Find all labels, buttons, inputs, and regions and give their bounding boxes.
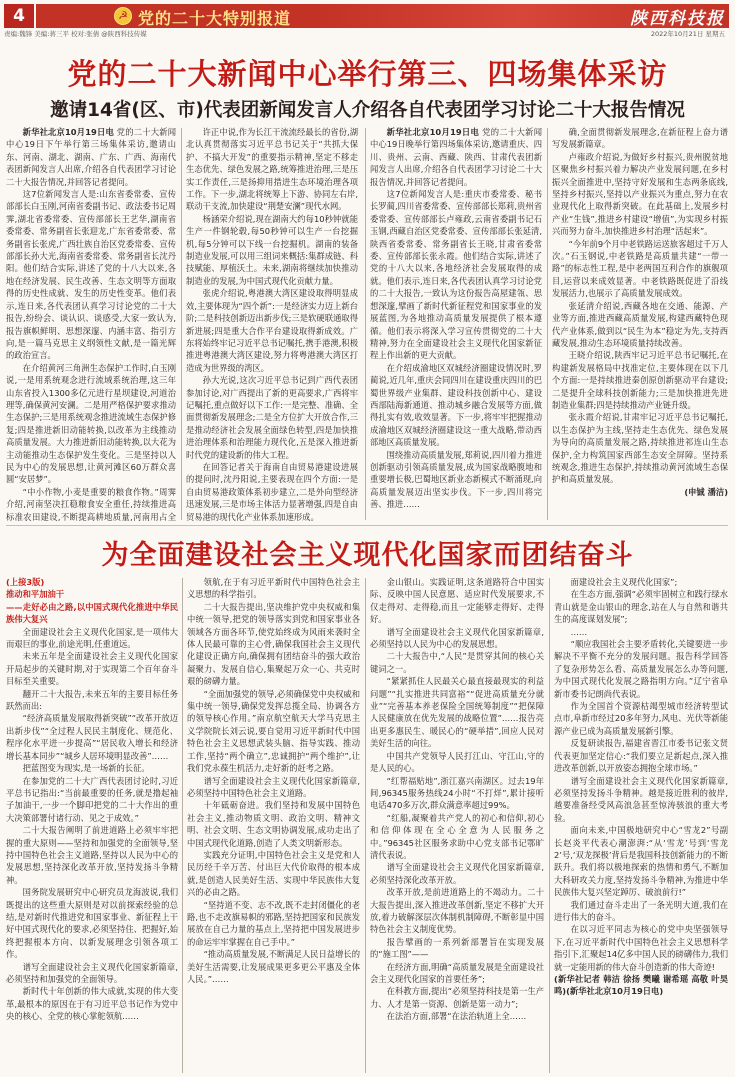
editors-line: 责编:魏锋 美编:蒋三平 校对:张倩 @陕西科技传媒 xyxy=(4,30,147,38)
article1-column-2 xyxy=(186,126,358,521)
section-subhead: (上接3版) xyxy=(6,577,45,587)
paragraph: 卢雍政介绍说,为做好乡村振兴,贵州脱贫地区聚焦乡村振兴着力解决产业发展问题,在乡村振兴全面推进中,坚持守好发展和生态两条底线,坚持乡村振兴,坚持以产业振兴为重点,努力在农业现代化上取得新突破。在此基础上,发展乡村产业“生钱”,推进乡村建设“增值”,为实现乡村振兴而努力奋斗,加快推进乡村治理“活起来”。 xyxy=(552,151,728,237)
article1-subheadline: 邀请14省(区、市)代表团新闻发言人介绍各自代表团学习讨论二十大报告情况 xyxy=(50,100,685,121)
article1-column-3 xyxy=(370,126,542,521)
article2-column-2 xyxy=(187,576,360,1074)
paragraph: “全面加强党的领导,必须确保党中央权威和集中统一领导,确保党发挥总揽全局、协调各方的领导核心作用。”南京航空航天大学马克思主义学院院长刘云说,要自觉用习近平新时代中国特色社会主义思想武装头脑、指导实践、推动工作,坚持“两个确立”,忠诚拥护“两个维护”,让我们党永葆生机活力,走好新的赶考之路。 xyxy=(187,688,360,774)
paragraph: 全面建设社会主义现代化国家,是一项伟大而艰巨的事业,前途光明,任重道远。 xyxy=(6,626,178,650)
paragraph: 改革开放,是前进道路上的不竭动力。二十大报告提出,深入推进改革创新,坚定不移扩大开放,着力破解深层次体制机制障碍,不断彰显中国特色社会主义制度优势。 xyxy=(370,887,544,935)
paragraph-text: 党的二十大新闻中心19日下午举行第三场集体采访,邀请山东、河南、湖北、湖南、广东、广西、海南代表团新闻发言人出席,介绍各自代表团学习讨论二十大报告情况,并回答记者提问。 xyxy=(6,127,176,187)
paragraph: …… xyxy=(570,626,588,637)
paragraph-text: 党的二十大新闻中心19日晚举行第四场集体采访,邀请重庆、四川、贵州、云南、西藏、陕西、甘肃代表团新闻发言人出席,介绍各自代表团学习讨论二十大报告情况,并回答记者提问。 xyxy=(370,127,542,187)
article2-column-3 xyxy=(370,576,544,1074)
section-subhead: 推动和平加油干 xyxy=(6,589,65,600)
paragraph: 王晓介绍说,陕西牢记习近平总书记嘱托,在构建新发展格局中找准定位,主要体现在以下几个方面:一是持续推进秦创原创新驱动平台建设;二是提升全球科技创新能力;三是加快推进先进制造业集群;四是持续推动产业链升级。 xyxy=(552,350,728,410)
paragraph: 围绕推动高质量发展,郑莉说,四川着力推进创新驱动引领高质量发展,成为国家战略腹地和重要增长极,巴蜀地区新业态新模式不断涌现,向高质量发展迈出坚实步伐。下一步,四川将完善、推进…… xyxy=(370,449,542,510)
paragraph: 未来五年是全面建设社会主义现代化国家开局起步的关键时期,对于实现第二个百年奋斗目标至关重要。 xyxy=(6,651,178,687)
paragraph: 在经济方面,明确“高质量发展是全面建设社会主义现代化国家的首要任务”; xyxy=(370,961,544,984)
paragraph: 杨涵荣介绍说,现在湖南大约每10秒钟就能生产一件钢轮毂,每50秒钟可以生产一台挖掘机,每5分钟可以下线一台挖掘机。湖南的装备制造业发展,可以用三组词来概括:集群成链、科技赋能、厚植沃土。未来,湖南将继续加快推动制造业的发展,为中国式现代化贡献力量。 xyxy=(186,213,358,286)
paragraph: 张虎介绍说,粤港澳大湾区建设取得明显成效,主要体现为“四个新”:一是经济实力迈上新台阶;二是科技创新迈出新步伐;三是软硬联通取得新进展;四是重大合作平台建设取得新成效。广东将始终牢记习近平总书记嘱托,携手港澳,积极推进粤港澳大湾区建设,努力将粤港澳大湾区打造成为世界级的湾区。 xyxy=(186,288,358,373)
paragraph: 在科教方面,提出“必须坚持科技是第一生产力、人才是第一资源、创新是第一动力”; xyxy=(370,986,544,1009)
section-banner xyxy=(36,4,729,28)
article1-column-1 xyxy=(6,126,176,521)
article1-headline: 党的二十大新闻中心举行第三、四场集体采访 xyxy=(67,57,668,91)
masthead xyxy=(0,0,735,38)
paragraph: 确,全面贯彻新发展理念,在新征程上奋力谱写发展新篇章。 xyxy=(552,127,728,150)
paragraph: 谱写全面建设社会主义现代化国家新篇章,必须坚持发扬斗争精神。越是接近胜利的彼岸,越要准备经受风高浪急甚至惊涛骇浪的重大考验。 xyxy=(554,775,728,823)
paragraph: “坚持道不变、志不改,既不走封闭僵化的老路,也不走改旗易帜的邪路,坚持把国家和民族发展放在自己力量的基点上,坚持把中国发展进步的命运牢牢掌握在自己手中。” xyxy=(187,899,360,947)
paragraph: “红帮福贴地”,浙江嘉兴南湖区。过去19年间,96345服务热线24小时“不打烊”,累计接听电话470多万次,群众满意率超过99%。 xyxy=(370,775,544,811)
byline: (申铖 潘洁) xyxy=(684,486,728,497)
paragraph: 许正中说,作为长江干流流经最长的省份,湖北认真贯彻落实习近平总书记关于“共抓大保护、不搞大开发”的重要指示精神,坚定不移走生态优先、绿色发展之路,统筹推进治理,三是压实工作责任,三是扬抑用措进生态环境治理各项工作。下一步,湖北将统筹上下游、协同左右岸,联动干支流,加快建设“荆楚安澜”现代水网。 xyxy=(186,127,358,212)
paragraph: 实践充分证明,中国特色社会主义是党和人民历经千辛万苦、付出巨大代价取得的根本成就,是创造人民美好生活、实现中华民族伟大复兴的必由之路。 xyxy=(187,849,360,898)
column-title: 党的二十大特别报道 xyxy=(138,9,292,28)
article2-column-1 xyxy=(6,576,178,1074)
dateline: 新华社北京10月19日电 xyxy=(386,127,480,137)
paragraph: 领航,在于有习近平新时代中国特色社会主义思想的科学指引。 xyxy=(187,577,360,600)
paragraph: “顺应我国社会主要矛盾转化,关键要进一步解决不平衡不充分的发展问题。报告科学回答了复杂形势怎么看、高质量发展怎么办等问题,为中国式现代化发展之路指明方向。”辽宁省阜新市委书记朗尚代表说。 xyxy=(554,639,728,699)
paragraph: 张延清介绍说,西藏各地在交通、能源、产业等方面,推进西藏高质量发展,构建西藏特色现代产业体系,做到以“民生为本”稳定为先,支持西藏发展,推动生态环境质量持续改善。 xyxy=(552,300,728,348)
paragraph: 谱写全面建设社会主义现代化国家新篇章,必须坚持中国特色社会主义道路。 xyxy=(187,775,360,798)
article2-headline: 为全面建设社会主义现代化国家而团结奋斗 xyxy=(101,540,634,571)
paragraph: “经济高质量发展取得新突破”“改革开放迈出新步伐”“全过程人民民主制度化、规范化、程序化水平进一步提高”“居民收入增长和经济增长基本同步”“城乡人居环境明显改善”…… xyxy=(6,713,178,761)
paragraph: “紧紧抓住人民最关心最直接最现实的利益问题”“扎实推进共同富裕”“促进高质量充分就业”“完善基本养老保险全国统筹制度”“把保障人民健康放在优先发展的战略位置”……报告亮出更多惠民生、暖民心的“硬举措”,回应人民对美好生活的向往。 xyxy=(370,676,544,749)
paragraph: “中小作物,小麦是重要的粮食作物。”周霁介绍,河南坚决扛稳粮食安全重任,持续推进高标准农田建设,不断提高耕地质量,河南用占全 xyxy=(6,486,176,521)
paragraph: 谱写全面建设社会主义现代化国家新篇章,必须坚持以人民为中心的发展思想。 xyxy=(370,626,544,650)
party-emblem-icon: ☭ xyxy=(114,7,132,25)
paragraph: 二十大报告阐明了前进道路上必须牢牢把握的重大原则——坚持和加强党的全面领导,坚持中国特色社会主义道路,坚持以人民为中心的发展思想,坚持深化改革开放,坚持发扬斗争精神。 xyxy=(6,825,178,885)
paragraph: 在介绍黄河三角洲生态保护工作时,白玉刚说,一是用系统观念进行流域系统治理,这三年山东省投入1300多亿元进行星坝建设,河道治理等,确保黄河安澜。二是用严格保护要求推动生态保护;三是用系统观念推进流域生态保护修复;四是推进新旧动能转换,以改革为主线推动高质量发展。大力推进新旧动能转换,以大花为主动能推动生态保护发生变化。三是坚持以人民为中心的发展思想,让黄河滩区60万群众喜圆“安居梦”。 xyxy=(6,362,176,485)
paragraph: 面向未来,中国极地研究中心“雪龙2”号副长赵炎平代表心潮澎湃:“从‘雪龙’号到‘雪龙2’号,‘双龙探极’背后是我国科技创新能力的不断跃升。我们将以极地探索的热情和勇气,不断加大科研攻关力度,坚持发扬斗争精神,为推进中华民族伟大复兴坚定踔厉、破浪前行!” xyxy=(554,825,728,898)
paragraph: 在回答记者关于海南自由贸易港建设进展的提问时,沈丹阳说,主要表现在四个方面:一是自由贸易港政策体系初步建立,二是外向型经济迅速发展,三是市场主体活力显著增强,四是自由贸易港的现代化产业体系加速形成。 xyxy=(186,461,358,521)
paragraph: 张永霞介绍说,甘肃牢记习近平总书记嘱托,以生态保护为主线,坚持走生态优先、绿色发展为导向的高质量发展之路,持续推进祁连山生态保护,全力构筑国家西部生态安全屏障。坚持系统观念,推进生态保护,持续推动黄河流域生态保护和高质量发展。 xyxy=(552,412,728,485)
newspaper-name: 陕西科技报 xyxy=(630,9,725,29)
paragraph: 金山银山。实践证明,这条道路符合中国实际、反映中国人民意愿、适应时代发展要求,不仅走得对、走得稳,而且一定能够走得好、走得好。 xyxy=(370,577,544,625)
paragraph: 二十大报告提出,坚决维护党中央权威和集中统一领导,把党的领导落实到党和国家事业各领域各方面各环节,使党始终成为风雨来袭时全体人民最可靠的主心骨,确保我国社会主义现代化建设正确方向,确保拥有团结奋斗的强大政治凝聚力、发展自信心,集聚起万众一心、共克时艰的磅礴力量。 xyxy=(187,601,360,687)
article2-column-4 xyxy=(554,576,728,1074)
reporter-signature: (新华社记者 韩洁 徐扬 樊曦 谢希瑶 高敬 叶昊鸣)(新华社北京10月19日电) xyxy=(554,974,728,997)
paragraph: 孙大光说,这次习近平总书记到广西代表团参加讨论,对广西提出了新的更高要求,广西将牢记嘱托,重点做好以下工作:一是完整、准确、全面贯彻新发展理念;二是全方位扩大开放合作,三是推动经济社会发展全面绿色转型,四是加快推进治理体系和治理能力现代化,五是深入推进新时代党的建设新的伟大工程。 xyxy=(186,375,358,460)
paragraph: 二十大报告中,“人民”是贯穿其间的核心关键词之一。 xyxy=(370,651,544,674)
paragraph: “推动高质量发展,不断满足人民日益增长的美好生活需要,让发展成果更多更公平惠及全体人民。”…… xyxy=(187,949,360,984)
paragraph: 我们通过奋斗走出了一条光明大道,我们在进行伟大的奋斗。 xyxy=(554,899,728,922)
paragraph: 国务院发展研究中心研究员龙海波说,我们既提出的这些重大原则是对以前探索经验的总结,是对新时代推进党和国家事业、新征程上干好中国式现代化的要求,必须坚持住、把握好,始终把握根本方向、以新发展理念引领各项工作。 xyxy=(6,887,178,960)
paragraph: 作为全国首个资源枯竭型城市经济转型试点市,阜新市经过20多年努力,风电、光伏等新能源产业已成为高质量发展新引擎。 xyxy=(554,701,728,736)
paragraph: 这7位新闻发言人是:山东省委常委、宣传部部长白玉刚,河南省委副书记、政法委书记周霁,湖北省委常委、宣传部部长王艺华,湖南省委常委、常务副省长张迎龙,广东省委常委、常务副省长张虎,广西壮族自治区党委常委、宣传部部长孙大光,海南省委常委、常务副省长沈丹阳。他们结合实际,讲述了党的十八大以来,各地在经济发展、民生改善、生态文明等方面取得的历史性成就、发生的历史性变革。他们表示,连日来,各代表团认真学习讨论党的二十大报告,纷纷会、谈认识、谈感受,大家一致认为,报告旗帜鲜明、思想深邃、内涵丰富、指引方向,是一篇马克思主义纲领性文献,是一篇光辉的政治宣言。 xyxy=(6,189,176,361)
dateline: 新华社北京10月19日电 xyxy=(22,127,114,137)
article1-column-4 xyxy=(552,126,728,521)
paragraph: 翻开二十大报告,未来五年的主要目标任务跃然而出: xyxy=(6,688,178,712)
paragraph: 新时代十年创新的伟大成就,实现的伟大变革,最根本的原因在于有习近平总书记作为党中央的核心、全党的核心掌舵领航…… xyxy=(6,986,178,1022)
paragraph: 报告擘画的一系列新部署旨在实现发展的“施工图”—— xyxy=(370,936,544,960)
paragraph: 这7位新闻发言人是:重庆市委常委、秘书长罗蔺,四川省委常委、宣传部部长郑莉,贵州省委常委、宣传部部长卢雍政,云南省委副书记石玉钢,西藏自治区党委常委、宣传部部长张延清,陕西省委常委、常务副省长王晓,甘肃省委常委、宣传部部长张永霞。他们结合实际,讲述了党的十八大以来,各地经济社会发展取得的成就。他们表示,连日来,各代表团认真学习讨论党的二十大报告,一致认为这份报告高屋建瓴、思想深邃,擘画了新时代新征程党和国家事业的发展蓝图,为各地推动高质量发展提供了根本遵循。他们表示将深入学习宣传贯彻党的二十大精神,努力在全面建设社会主义现代化国家新征程上作出新的更大贡献。 xyxy=(370,189,542,361)
paragraph: “今年前9个月中老铁路运送旅客超过千万人次。”石玉钢说,中老铁路是高质量共建“一带一路”的标志性工程,是中老两国互利合作的旗舰项目,运营以来成效显著。中老铁路既促进了沿线发展活力,也展示了高质量发展成效。 xyxy=(552,238,728,299)
paragraph xyxy=(370,126,542,188)
section-subhead: ——走好必由之路,以中国式现代化推进中华民族伟大复兴 xyxy=(6,601,178,625)
paragraph: 把蓝图变为现实,是一场新的长征。 xyxy=(22,763,150,774)
paragraph: 面建设社会主义现代化国家”; xyxy=(570,577,678,587)
paragraph: 谱写全面建设社会主义现代化国家新篇章,必须坚持深化改革开放。 xyxy=(370,862,544,885)
issue-date: 2022年10月21日 星期五 xyxy=(650,30,725,38)
paragraph: 中国共产党领导人民打江山、守江山,守的是人民的心。 xyxy=(370,750,544,774)
paragraph: 反复研读报告,福建省晋江市委书记张文贤代表更加坚定信心:“我们要立足新起点,深入推进改革创新,以开放姿态拥抱全球市场。” xyxy=(554,738,728,774)
paragraph: 在生态方面,强调“必须牢固树立和践行绿水青山就是金山银山的理念,站在人与自然和谐共生的高度谋划发展”; xyxy=(554,589,728,625)
paragraph: 在法治方面,部署“在法治轨道上全…… xyxy=(386,1011,527,1022)
paragraph: 十年砥砺奋进。我们坚持和发展中国特色社会主义,推动物质文明、政治文明、精神文明、社会文明、生态文明协调发展,成功走出了中国式现代化道路,创造了人类文明新形态。 xyxy=(187,800,360,848)
paragraph xyxy=(6,126,176,188)
paragraph: 在参加党的二十大广西代表团讨论时,习近平总书记指出:“当前最重要的任务,就是撸起袖子加油干,一步一个脚印把党的二十大作出的重大决策部署付诸行动、见之于成效。” xyxy=(6,775,178,823)
paragraph: 在介绍成渝地区双城经济圈建设情况时,罗蔺说,近几年,重庆会同四川在建设重庆四川的巴蜀世界级产业集群、建设科技创新中心、建设西部陆海新通道、推动城乡融合发展等方面,做得扎实有效,收效显著。下一步,将牢牢把握推动成渝地区双城经济圈建设这一重大战略,带动西部地区高质量发展。 xyxy=(370,362,542,448)
paragraph: “红船,凝聚着共产党人的初心和信仰,初心和信仰体现在全心全意为人民服务之中。”96345社区服务求助中心党支部书记鄂旷清代表说。 xyxy=(370,812,544,860)
paragraph: 谱写全面建设社会主义现代化国家新篇章,必须坚持和加强党的全面领导。 xyxy=(6,961,178,984)
page-number: 4 xyxy=(4,4,34,28)
paragraph: 在以习近平同志为核心的党中央坚强领导下,在习近平新时代中国特色社会主义思想科学指引下,汇聚起14亿多中国人民的磅礴伟力,我们就一定能用新的伟大奋斗创造新的伟大奇迹! xyxy=(554,924,728,972)
